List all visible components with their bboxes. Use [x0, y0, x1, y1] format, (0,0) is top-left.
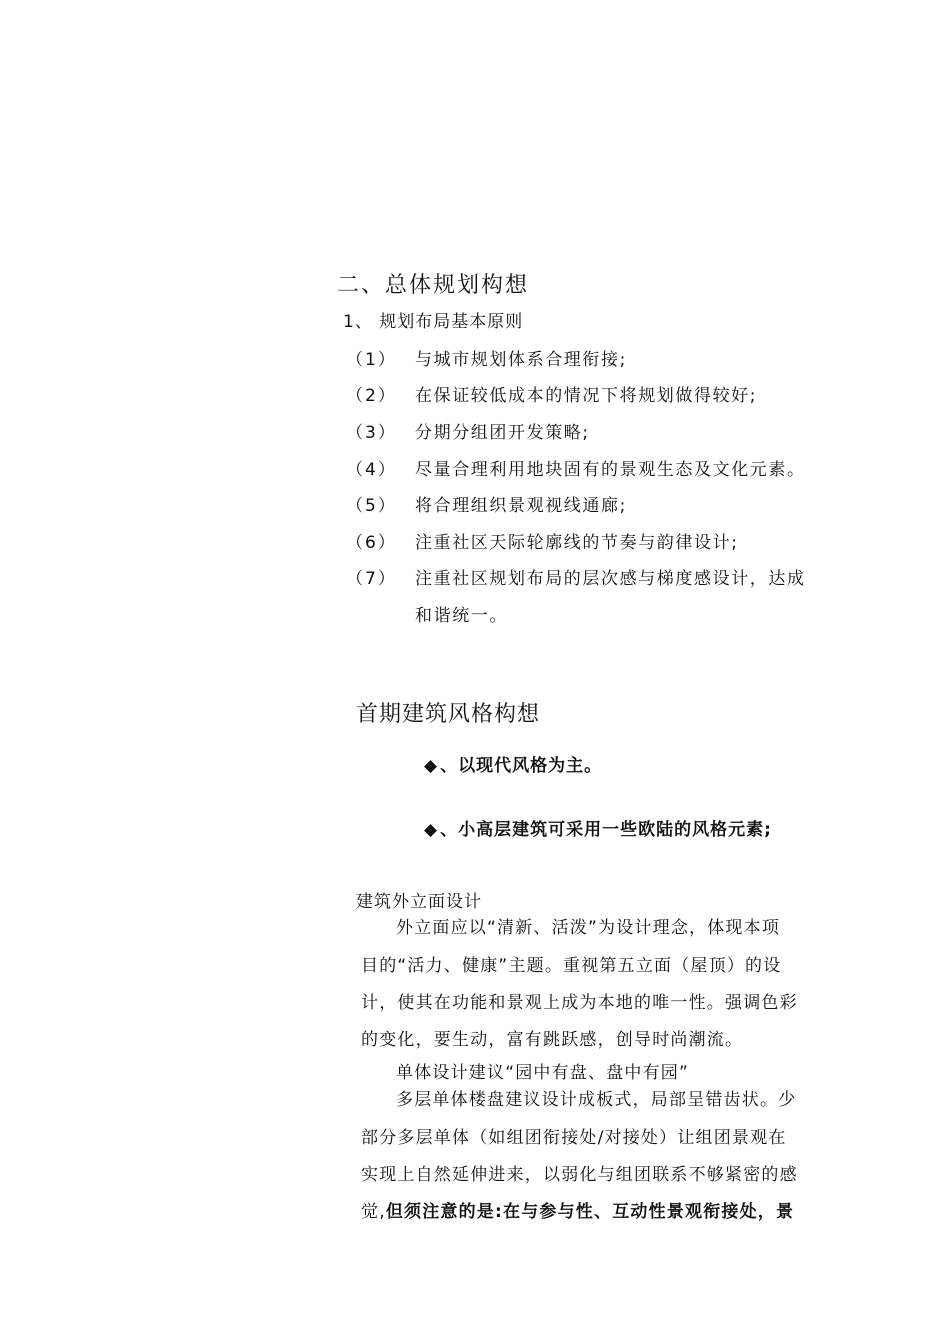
facade-line-2: 目的“活力、健康”主题。重视第五立面（屋顶）的设: [361, 956, 782, 976]
facade-title: 建筑外立面设计: [356, 892, 482, 912]
unit-line-2: 部分多层单体（如组团衔接处/对接处）让组团景观在: [361, 1128, 787, 1148]
style-heading: 首期建筑风格构想: [356, 702, 541, 727]
principle-6-number: （6）: [346, 533, 397, 553]
facade-line-3: 计，使其在功能和景观上成为本地的唯一性。强调色彩: [361, 993, 798, 1013]
principle-4-number: （4）: [346, 460, 397, 480]
style-bullet-2-text: 、小高层建筑可采用一些欧陆的风格元素;: [440, 820, 772, 840]
facade-line-1: 外立面应以“清新、活泼”为设计理念，体现本项: [396, 918, 781, 938]
principle-2-text: 在保证较低成本的情况下将规划做得较好;: [415, 386, 758, 406]
principle-7-text: 注重社区规划布局的层次感与梯度感设计，达成: [415, 569, 806, 589]
principle-1-number: （1）: [346, 350, 397, 370]
principle-6-text: 注重社区天际轮廓线的节奏与韵律设计;: [415, 533, 739, 553]
facade-line-4: 的变化，要生动，富有跳跃感，创导时尚潮流。: [361, 1030, 744, 1050]
style-bullet-1-text: 、以现代风格为主。: [440, 756, 603, 776]
principle-7-continuation: 和谐统一。: [415, 606, 508, 626]
principle-1-text: 与城市规划体系合理衔接;: [415, 350, 627, 370]
principle-4-text: 尽量合理利用地块固有的景观生态及文化元素。: [415, 460, 806, 480]
diamond-bullet-icon: ◆: [424, 756, 439, 776]
unit-line-1: 多层单体楼盘建议设计成板式，局部呈错齿状。少: [396, 1090, 797, 1110]
principle-5-text: 将合理组织景观视线通廊;: [415, 496, 627, 516]
style-bullet-1: [424, 751, 602, 776]
style-bullet-2: [424, 815, 772, 840]
unit-line-4: [361, 1197, 794, 1222]
unit-line-4-bold: 但须注意的是:在与参与性、互动性景观衔接处，景: [385, 1202, 795, 1222]
unit-design-title: 单体设计建议“园中有盘、盘中有园”: [396, 1063, 690, 1083]
diamond-bullet-icon: ◆: [424, 820, 439, 840]
unit-line-4-normal: 觉,: [361, 1202, 386, 1222]
principle-2-number: （2）: [346, 386, 397, 406]
unit-line-3: 实现上自然延伸进来，以弱化与组团联系不够紧密的感: [361, 1165, 798, 1185]
principle-5-number: （5）: [346, 496, 397, 516]
section-heading: 二、总体规划构想: [337, 273, 530, 298]
principle-3-text: 分期分组团开发策略;: [415, 423, 590, 443]
principle-7-number: （7）: [346, 569, 397, 589]
subsection-heading: 1、 规划布局基本原则: [343, 312, 524, 332]
principle-3-number: （3）: [346, 423, 397, 443]
